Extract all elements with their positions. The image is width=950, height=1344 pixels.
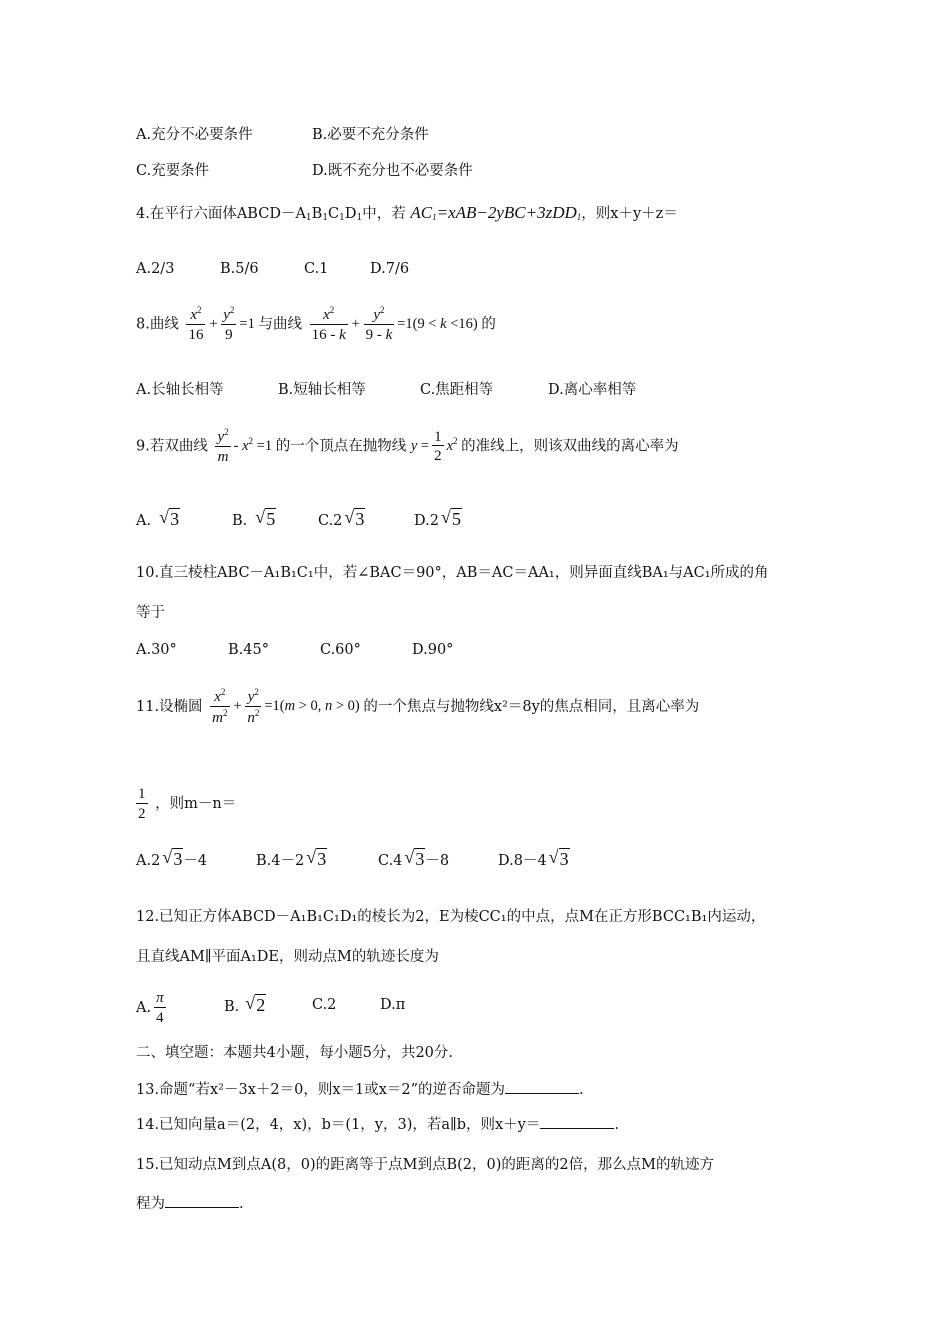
q4-ruo: 中，若 <box>362 206 406 222</box>
q8-option-d: D.离心率相等 <box>548 382 637 398</box>
q4-option-d: D.7/6 <box>370 261 410 277</box>
answer-blank[interactable] <box>165 1207 239 1208</box>
answer-blank[interactable] <box>505 1093 579 1094</box>
sqrt-icon: √ 3 <box>162 847 183 869</box>
q11-suffix: 的一个焦点与抛物线x²＝8y的焦点相同，且离心率为 <box>363 698 700 715</box>
q9-hyperbola: $\frac{y^2}{m}$ - $x^2 =1$ <box>217 427 273 465</box>
q8-mid: 与曲线 <box>258 316 302 333</box>
sqrt-icon: √ 3 <box>404 847 425 869</box>
q12-option-c: C.2 <box>312 997 337 1013</box>
q13-end: . <box>579 1082 584 1098</box>
q15-line2-text: 程为 <box>136 1196 165 1212</box>
q12-option-b <box>224 993 266 1015</box>
q11-a-label: A.2 <box>136 853 161 869</box>
q12-b-label: B. <box>224 999 240 1015</box>
q4-suffix: ，则x＋y＋z＝ <box>581 206 678 222</box>
q11-d-label: D.8－4 <box>498 853 547 869</box>
q12-a-label: A. <box>136 999 152 1016</box>
q4-d: D <box>344 206 357 222</box>
q8-option-c: C.焦距相等 <box>420 382 494 398</box>
q4-option-b: B.5/6 <box>220 261 259 277</box>
question-13 <box>136 1083 584 1098</box>
option-a: A.充分不必要条件 <box>136 127 253 143</box>
q13-text: 13.命题“若x²－3x＋2＝0，则x＝1或x＝2”的逆否命题为 <box>136 1082 506 1098</box>
q11-prefix: 11.设椭圆 <box>136 698 203 715</box>
q9-suffix: 的准线上，则该双曲线的离心率为 <box>461 438 679 455</box>
question-11-line2 <box>136 786 236 822</box>
q15-end: . <box>239 1196 244 1212</box>
q9-mid: 的一个顶点在抛物线 <box>275 438 407 455</box>
option-d: D.既不充分也不必要条件 <box>312 163 473 179</box>
q4-option-c: C.1 <box>304 261 329 277</box>
sqrt-icon: √ 2 <box>245 993 266 1015</box>
answer-blank[interactable] <box>540 1128 614 1129</box>
q11-ellipse: $\frac{x^2}{m^2}$ + $\frac{y^2}{n^2}$ =1(m > 0, n > 0) <box>212 687 360 726</box>
sqrt-icon: √ 5 <box>440 507 461 529</box>
question-12-line2: 且直线AM∥平面A₁DE，则动点M的轨迹长度为 <box>136 949 439 965</box>
q9-d-label: D.2 <box>414 513 439 529</box>
q11-option-c <box>378 847 450 869</box>
q11-option-a <box>136 847 208 869</box>
q9-option-a <box>136 507 180 529</box>
q11-a-tail: －4 <box>183 853 208 869</box>
q4-eq-rhs: =xAB−2yBC+3zDD <box>436 203 577 222</box>
option-c: C.充要条件 <box>136 163 210 179</box>
q8-suffix: 的 <box>481 316 496 333</box>
q12-option-a <box>136 990 169 1026</box>
q11-c-label: C.4 <box>378 853 403 869</box>
question-10-line2: 等于 <box>136 605 165 621</box>
q10-option-d: D.90° <box>412 642 454 658</box>
q9-option-b <box>232 507 276 529</box>
q9-prefix: 9.若双曲线 <box>136 438 208 455</box>
question-15-line1: 15.已知动点M到点A(8，0)的距离等于点M到点B(2，0)的距离的2倍，那么点M的轨迹方 <box>136 1157 714 1173</box>
q4-option-a: A.2/3 <box>136 261 175 277</box>
q10-option-a: A.30° <box>136 642 177 658</box>
q14-text: 14.已知向量a＝(2，4，x)，b＝(1，y，3)，若a∥b，则x＋y＝ <box>136 1117 541 1133</box>
q8-option-a: A.长轴长相等 <box>136 382 224 398</box>
q12-option-d: D.π <box>380 997 406 1013</box>
question-10-line1: 10.直三棱柱ABC－A₁B₁C₁中，若∠BAC＝90°，AB＝AC＝AA₁，则异面直线BA₁与AC₁所成的角 <box>136 565 769 581</box>
question-14 <box>136 1118 619 1133</box>
question-9 <box>136 428 679 465</box>
q9-option-d <box>414 507 462 529</box>
q4-prefix: 4.在平行六面体ABCD－A <box>136 206 306 222</box>
q8-prefix: 8.曲线 <box>136 316 179 333</box>
q9-c-label: C.2 <box>318 513 343 529</box>
q11-option-d <box>498 847 570 869</box>
q9-a-label: A. <box>136 513 152 529</box>
q11-line2-suffix: ，则m－n＝ <box>155 795 237 812</box>
question-4: 4.在平行六面体$ABCD-A_1B_1C_1D_1$中，若 $AC_1=xAB-2yBC+3zDD_1$，则x＋y＋z＝ <box>136 203 678 223</box>
question-11 <box>136 688 699 726</box>
question-15-line2 <box>136 1197 244 1212</box>
q11-eccentricity: $\frac{1}{2}$ <box>138 786 146 822</box>
q4-eq-lhs: AC <box>410 203 433 222</box>
q9-option-c <box>318 507 365 529</box>
q10-option-c: C.60° <box>320 642 361 658</box>
q9-parabola: y = $\frac{1}{2}$ $x^2$ <box>410 428 458 464</box>
q10-option-b: B.45° <box>228 642 269 658</box>
sqrt-icon: √ 3 <box>344 507 365 529</box>
sqrt-icon: √ 5 <box>255 507 276 529</box>
q11-b-label: B.4－2 <box>256 853 305 869</box>
sqrt-icon: √ 3 <box>159 507 180 529</box>
q12-pi-over-4: $\frac{\pi}{4}$ <box>156 990 164 1026</box>
q4-vector-eq: $AC_1=xAB-2yBC+3zDD_1$ <box>410 203 582 222</box>
question-8 <box>136 306 496 343</box>
q9-b-label: B. <box>232 513 248 529</box>
q11-c-tail: －8 <box>425 853 450 869</box>
q4-c: C <box>328 206 340 222</box>
sqrt-icon: √ 3 <box>548 847 569 869</box>
section-heading: 二、填空题：本题共4小题，每小题5分，共20分. <box>136 1045 454 1061</box>
q8-curve2: $\frac{x^2}{16 - k}$ + $\frac{y^2}{9 - k}$ =1(9 < k <16) <box>311 305 478 343</box>
option-b: B.必要不充分条件 <box>312 127 429 143</box>
sqrt-icon: √ 3 <box>306 847 327 869</box>
q8-curve1: $\frac{x^2}{16}$ + $\frac{y^2}{9}$ =1 <box>188 305 255 343</box>
q8-option-b: B.短轴长相等 <box>278 382 366 398</box>
q11-option-b <box>256 847 327 869</box>
q14-end: . <box>614 1117 619 1133</box>
question-12-line1: 12.已知正方体ABCD－A₁B₁C₁D₁的棱长为2，E为棱CC₁的中点，点M在正方形BCC₁B₁内运动， <box>136 909 766 925</box>
q4-b: B <box>311 206 323 222</box>
